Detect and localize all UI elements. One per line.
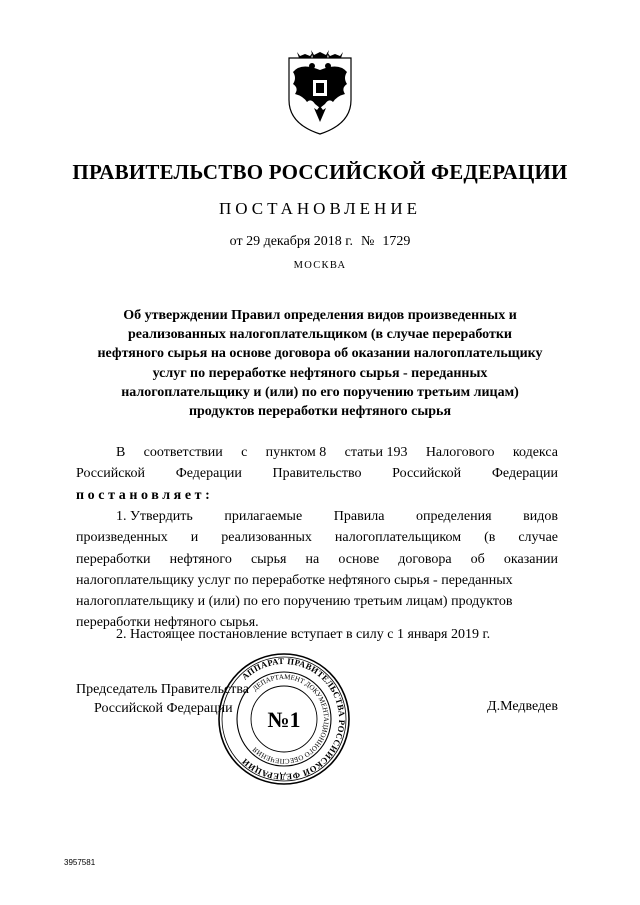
heading-line: налогоплательщику и (или) по его поручению третьим лицам) [121,384,519,400]
item-1-paragraph [76,506,558,634]
heading-line: Об утверждении Правил определения видов произведенных и [123,308,517,323]
word: нефтяного [169,551,232,567]
word: основе [338,551,380,567]
document-date: от 29 декабря 2018 г. [229,234,353,249]
document-date-line [0,234,640,250]
heading-line: нефтяного сырья на основе договора об оказании налогоплательщику [97,346,543,362]
heading-line: продуктов переработки нефтяного сырья [188,404,452,420]
number-sign: № [360,234,375,249]
text-line [76,527,558,548]
text-line: переработки нефтяного сырья. [76,615,259,631]
word: и [190,530,199,546]
item-2-paragraph [76,624,558,645]
word: Федерации [175,466,242,482]
text-line [76,506,558,527]
word: Налогового [425,445,495,460]
word: с [241,445,248,460]
word: Российской [392,466,462,482]
stamp-inner-text: ДЕПАРТАМЕНТ ДОКУМЕНТАЦИОННОГО ОБЕСПЕЧЕНИЯ [251,672,331,766]
word: переработки [76,551,151,567]
word: соответствии [143,445,223,460]
stamp-outer-text: АППАРАТ ПРАВИТЕЛЬСТВА РОССИЙСКОЙ ФЕДЕРАЦИИ [239,655,348,783]
word: статьи 193 [344,445,408,460]
official-seal-icon [217,652,351,786]
text-line [76,442,558,463]
stamp-number: №1 [267,707,301,732]
word: 1. Утвердить [116,509,193,524]
coat-of-arms-icon [281,44,359,136]
text-line [76,549,558,570]
city: МОСКВА [293,260,347,271]
word: оказании [503,551,558,567]
word: В [116,445,126,460]
word: Российской [76,466,145,482]
heading-line: услуг по переработке нефтяного сырья - переданных [152,365,488,381]
word: Правила [333,509,385,524]
text-line [76,485,558,506]
word: сырья [250,551,287,567]
word: налогоплательщиком [334,530,462,546]
government-title: ПРАВИТЕЛЬСТВО РОССИЙСКОЙ ФЕДЕРАЦИИ [72,160,568,184]
word: об [470,551,485,567]
signatory-name: Д.Медведев [487,699,558,714]
text-line: налогоплательщику услуг по переработке нефтяного сырья - переданных [76,572,513,588]
signatory-title-line: Председатель Правительства [76,682,249,697]
signatory-title-line: Российской Федерации [94,701,233,716]
word: видов [523,509,558,524]
word: (в [484,530,496,546]
resolves-word: постановляет: [76,487,214,503]
text-line [76,463,558,484]
word: пунктом 8 [265,445,327,460]
preamble-paragraph [76,442,558,506]
word: на [305,551,320,567]
word: случае [518,530,558,546]
word: Федерации [491,466,558,482]
footer-code: 3957581 [64,858,96,867]
word: определения [416,509,492,524]
document-type: ПОСТАНОВЛЕНИЕ [218,199,421,218]
word: прилагаемые [224,509,303,524]
document-number: 1729 [382,234,411,249]
text-line: 2. Настоящее постановление вступает в силу с 1 января 2019 г. [116,627,491,642]
word: договора [398,551,452,567]
word: реализованных [221,530,312,546]
word: Правительство [272,466,362,482]
word: произведенных [76,530,168,546]
document-heading [80,306,560,421]
heading-line: реализованных налогоплательщиком (в случае переработки [128,327,512,343]
text-line: налогоплательщику и (или) по его поручению третьим лицам) продуктов [76,594,513,610]
word: кодекса [512,445,558,460]
